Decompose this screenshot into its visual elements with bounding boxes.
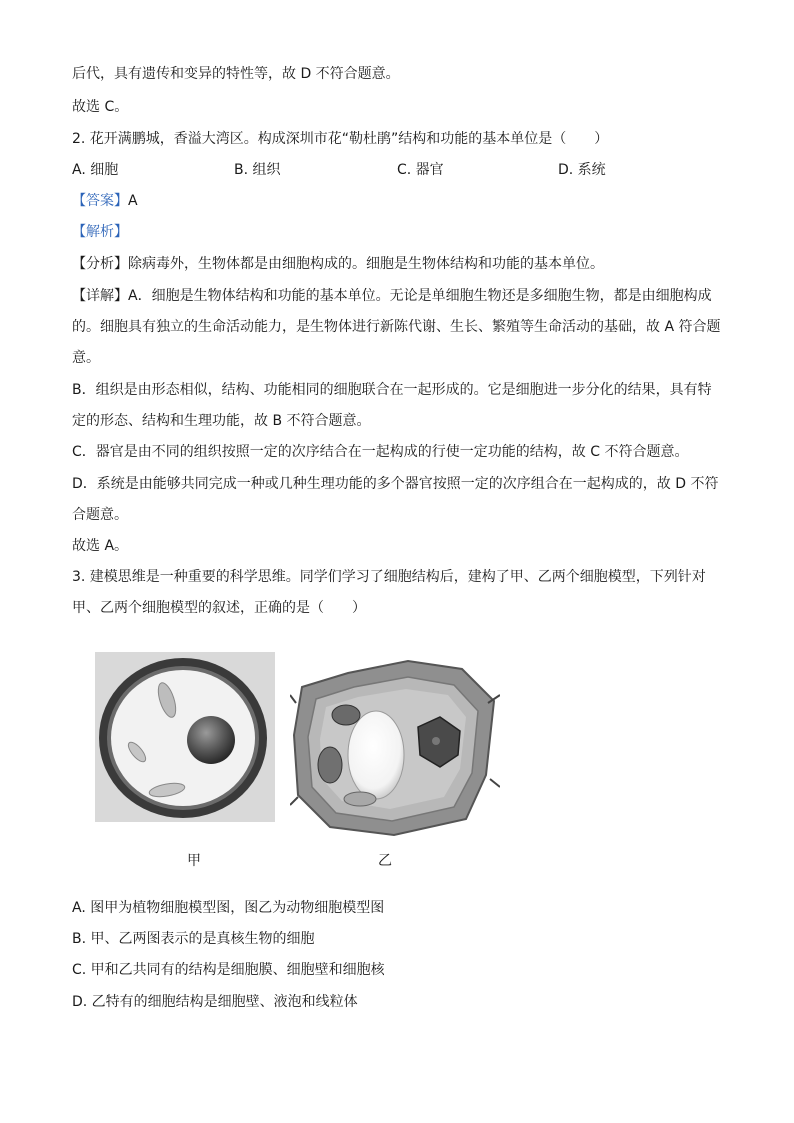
nucleolus: [432, 737, 440, 745]
q2-d-explanation-2: 合题意。: [72, 507, 128, 523]
q2-b-explanation-2: 定的形态、结构和生理功能，故 B 不符合题意。: [72, 413, 371, 429]
fenxi-text: 除病毒外，生物体都是由细胞构成的。细胞是生物体结构和功能的基本单位。: [128, 256, 604, 272]
q2-xiangjie-1: [72, 286, 712, 306]
vacuole: [348, 711, 404, 799]
figure-label-left: 甲: [187, 853, 201, 869]
chloroplast-2: [318, 747, 342, 783]
q2-option-b: B. 组织: [234, 162, 281, 178]
xiangjie-tag: 【详解】: [72, 288, 128, 304]
q2-c-explanation: C．器官是由不同的组织按照一定的次序结合在一起构成的行使一定功能的结构，故 C 不符合题意。: [72, 444, 689, 460]
q2-option-a: A. 细胞: [72, 162, 119, 178]
xiangjie-text: A．细胞是生物体结构和功能的基本单位。无论是单细胞生物还是多细胞生物，都是由细胞构成: [128, 288, 712, 304]
q3-option-a: A. 图甲为植物细胞模型图，图乙为动物细胞模型图: [72, 900, 385, 916]
q2-analysis-heading: [72, 222, 128, 242]
analysis-tag: 【解析】: [72, 224, 128, 240]
animal-cell-drawing: [95, 652, 275, 822]
q2-option-d: D. 系统: [558, 162, 606, 178]
figure-label-right: 乙: [378, 853, 392, 869]
q3-option-c: C. 甲和乙共同有的结构是细胞膜、细胞壁和细胞核: [72, 962, 385, 978]
q2-choose: 故选 A。: [72, 538, 129, 554]
q2-xiangjie-2: 的。细胞具有独立的生命活动能力，是生物体进行新陈代谢、生长、繁殖等生命活动的基础，故 A 符合题: [72, 319, 721, 335]
mitochondrion: [344, 792, 376, 806]
q3-option-b: B. 甲、乙两图表示的是真核生物的细胞: [72, 931, 315, 947]
figure-animal-cell-model: [95, 652, 275, 822]
q2-fenxi: [72, 254, 604, 274]
q2-stem: 2. 花开满鹏城，香溢大湾区。构成深圳市花“勒杜鹃”结构和功能的基本单位是（ ）: [72, 131, 609, 147]
nucleus: [187, 716, 235, 764]
q3-option-d: D. 乙特有的细胞结构是细胞壁、液泡和线粒体: [72, 994, 358, 1010]
answer-value: A: [128, 193, 138, 209]
q2-option-c: C. 器官: [397, 162, 444, 178]
q2-b-explanation-1: B．组织是由形态相似，结构、功能相同的细胞联合在一起形成的。它是细胞进一步分化的结果，具有特: [72, 382, 712, 398]
chloroplast-1: [332, 705, 360, 725]
figure-plant-cell-model: [290, 655, 500, 840]
answer-tag: 【答案】: [72, 193, 128, 209]
q1-explanation-tail: 后代，具有遗传和变异的特性等，故 D 不符合题意。: [72, 66, 400, 82]
q2-answer: [72, 191, 138, 211]
plant-cell-drawing: [290, 655, 500, 840]
q2-xiangjie-3: 意。: [72, 350, 100, 366]
q3-stem-1: 3. 建模思维是一种重要的科学思维。同学们学习了细胞结构后，建构了甲、乙两个细胞模型，下列针对: [72, 569, 706, 585]
q1-choose: 故选 C。: [72, 99, 129, 115]
q2-d-explanation-1: D．系统是由能够共同完成一种或几种生理功能的多个器官按照一定的次序组合在一起构成的，故 D 不符: [72, 476, 719, 492]
q3-stem-2: 甲、乙两个细胞模型的叙述，正确的是（ ）: [72, 600, 366, 616]
fenxi-tag: 【分析】: [72, 256, 128, 272]
